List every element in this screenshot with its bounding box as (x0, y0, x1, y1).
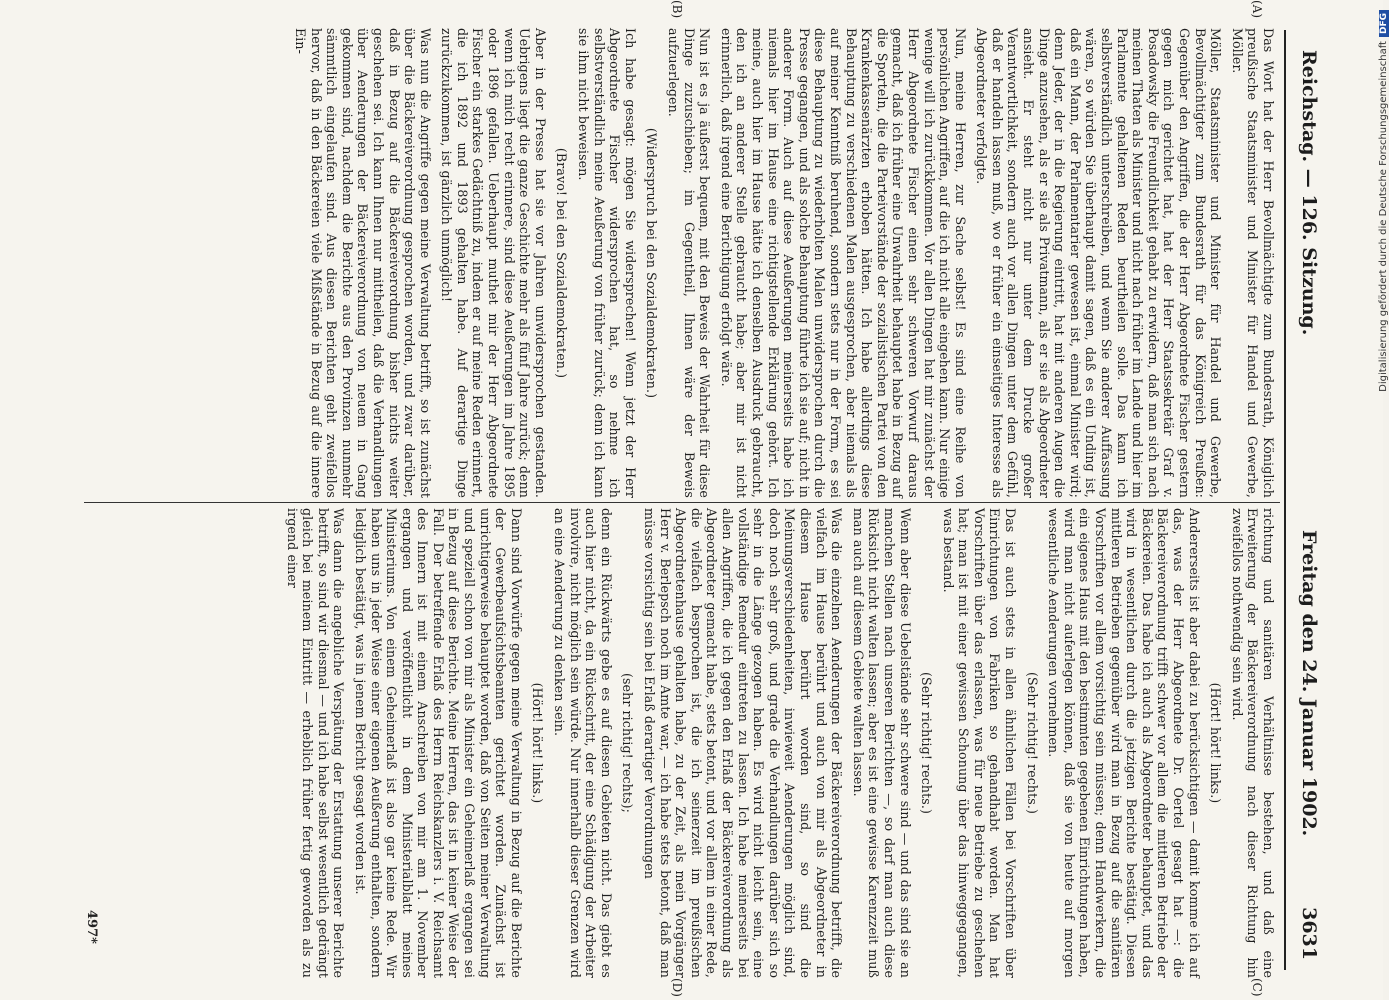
paragraph: Möller, Staatsminister und Minister für Handel und Gewerbe, Bevollmächtigter zum Bundesrath für das Königreich Preußen: Gegenüber den Angriffen, die der Herr Abgeordnete Fischer gestern gegen mich gerichtet hat, hat der Herr Staatssekretär Graf v. Posadowsky die Freundlichkeit gehabt zu erwidern, daß man sich nach meinen Thaten als Minister und nicht nach früher im Lande und hier im Parlamente gehaltenen Reden beurtheilen solle. Das kann ich selbstverständlich unterschreiben, und wenn Sie anderer Auffassung wären, so würden Sie überhaupt damit sagen, daß es ein Unding ist, daß ein Mann, der Parlamentarier gewesen ist, einmal Minister wird; denn Jeder, der in die Regierung eintritt, hat mit anderen Augen die Dinge anzusehen, als er sie als Privatmann, als er sie als Abgeordneter ansieht. Er steht nicht nur unter dem Drucke großer Verantwortlichkeit, sondern auch vor allen Dingen unter dem Gefühl, daß er handeln lassen muß, wo er früher ein einseitiges Interesse als Abgeordneter verfolgte. (974, 28, 1224, 498)
right-column (84, 508, 1276, 978)
side-note (1368, 10, 1389, 990)
margin-mark-c: (C) (1250, 978, 1264, 997)
paragraph: Nun ist es ja äußerst bequem, mit den Beweis der Wahrheit für diese Dinge zuzuschieben; im Gegentheil, Ihnen wäre der Beweis aufzuerlegen. (666, 28, 713, 498)
paragraph: Ich habe gesagt: mögen Sie widersprechen! Wenn jetzt der Herr Abgeordnete Fischer widersprochen hat, so nehme ich selbstverständlich meine Aeußerung von früher zurück; denn ich kann sie ihm nicht beweisen. (576, 28, 638, 498)
paragraph: (Widerspruch bei den Sozialdemokraten.) (644, 127, 660, 399)
paragraph: (sehr richtig! rechts); (620, 672, 636, 813)
paragraph: Was die einzelnen Aenderungen der Bäckereiverordnung betrifft, die vielfach im Hause berührt und auch von mir als Abgeordneter in diesem Hause berührt worden sind, so sind die Meinungsverschiedenheiten, inwieweit Aenderungen möglich sind, doch noch sehr groß, und grade die Verhandlungen darüber sich so sehr in die Länge gezogen haben. Es wird nicht leicht sein, eine vollständige Remedur eintreten zu lassen. Ich habe meinerseits bei allen Angriffen, die ich gegen den Erlaß der Bäckereiverordnung als Abgeordneter gemacht habe, stets betont, und vor allem in einer Rede, die vielfach besprochen ist, die ich seinerzeit im preußischen Abgeordnetenhause gehalten habe, zu der Zeit, als mein Vorgänger Herr v. Berlepsch noch im Amte war, — ich habe stets betont, daß man müsse vorsichtig sein bei Erlaß derartiger Verordnungen (642, 508, 845, 978)
paragraph: Was dann die angebliche Verspätung der Erstattung unserer Berichte betrifft, so sind wir diesmal — und ich habe selbst wesentlich gedrängt gleich bei meinem Eintritt — erheblich früher fertig geworden als zu irgend einer (284, 508, 347, 978)
paragraph: Andererseits ist aber dabei zu berücksichtigen — damit komme ich auf das, was der Herr Abgeordnete Dr. Oertel gesagt hat —: die Bäckereiverordnung trifft schwer vor allem die mittleren Betriebe der Bäckereien. Das habe ich auch als Abgeordneter behauptet, und das wird in wesentlichen durch die jetzigen Berichte bestätigt. Diesen mittleren Betrieben gegenüber wird man in Bezug auf die sanitären Vorschriften vor allem vorsichtig sein müssen; denn Handwerkern, die ein eigenes Haus mit den bestimmten gegebenen Einrichtungen haben, wird man nicht auferlegen können, daß sie von heute auf morgen wesentliche Aenderungen vornehmen. (1046, 508, 1202, 978)
margin-mark-d: (D) (670, 978, 684, 997)
rotated-page-content (64, 0, 1324, 997)
paragraph: (Bravo! bei den Sozialdemokraten.) (554, 147, 570, 379)
margin-mark-b: (B) (670, 0, 684, 19)
paragraph: (Sehr richtig! rechts.) (919, 672, 935, 814)
column-divider (84, 502, 1280, 503)
paragraph: Das ist auch stets in allen ähnlichen Fällen bei Vorschriften über Einrichtungen von Fabriken so gehandhabt worden. Man hat Vorschriften über das erlassen, was für neue Betriebe zu geschehen hat; man ist mit einer gewissen Schonung über das hinweggegangen, was bestand. (940, 508, 1019, 978)
side-note-text (1378, 10, 1389, 990)
paragraph: (Hört! hört! links.) (530, 682, 546, 804)
dfg-logo: DFG (1379, 10, 1389, 37)
dfg-note: Digitalisierung gefördert durch die Deutsche Forschungsgemeinschaft (1378, 41, 1389, 392)
paragraph: Nun, meine Herren, zur Sache selbst! Es sind eine Reihe von persönlichen Angriffen, auf die ich nicht alle eingehen kann. Nur einige wenige will ich zurückkommen. Vor allen Dingen hat mir zunächst der Herr Abgeordnete Fischer einen sehr schweren Vorwurf daraus gemacht, daß ich früher eine Unwahrheit behauptet habe in Bezug auf die Sporteln, die die Parteivorstände der sozialistischen Partei von den Krankenkassenärzten erhoben hätten. Ich habe allerdings diese Behauptung zu verschiedenen Malen ausgesprochen, aber niemals als auf meiner Kenntniß beruhend, sondern stets nur in der Form, es sei diese Behauptung zu wiederholten Malen unwidersprochen durch die Presse gegangen, und als solche Behauptung führte ich sie auf; nicht in anderer Form. Auch auf diese Aeußerungen meinerseits habe ich niemals hier im Hause eine richtigstellende Erklärung gehört. Ich meine, auch hier im Hause hätte ich denselben Ausdruck gebraucht, den ich an anderer Stelle gebraucht habe; aber mir ist nicht erinnerlich, daß irgend eine Berichtigung erfolgt wäre. (718, 28, 968, 498)
header-session: Reichstag. — 126. Sitzung. (1298, 50, 1320, 336)
paragraph: Aber in der Presse hat sie vor Jahren unwidersprochen gestanden. Uebrigens liegt die ganze Geschichte mehr als fünf Jahre zurück; denn wenn ich mich recht erinnere, sind diese Aeußerungen im Jahre 1895 oder 1896 gefallen. Ueberhaupt muthet mir der Herr Abgeordnete Fischer ein starkes Gedächtniß zu, indem er auf meine Reden erinnert, die ich 1892 und 1893 gehalten habe. Auf derartige Dinge zurückzukommen, ist gänzlich unmöglich! (439, 28, 548, 498)
paragraph: Was nun die Angriffe gegen meine Verwaltung betrifft, so ist zunächst über die Bäckereiverordnung gesprochen worden, und zwar darüber, daß in Bezug auf die Bäckereiverordnung bisher nichts weiter geschehen sei. Ich kann Ihnen nur mittheilen, daß die Verhandlungen über Aenderungen der Bäckereiverordnung von neuem in Gang gekommen sind, nachdem die Berichte aus den Provinzen nunmehr sämmtlich eingelaufen sind. Aus diesen Berichten geht zweifellos hervor, daß in den Bäckereien viele Mißstände in Bezug auf die innere Ein- (292, 28, 433, 498)
paragraph: Das Wort hat der Herr Bevollmächtigte zum Bundesrath, Königlich preußische Staatsminister und Minister für Handel und Gewerbe, Möller. (1229, 28, 1276, 498)
page-header (1284, 30, 1324, 970)
paragraph: (Hört! hört! links.) (1208, 682, 1224, 804)
paragraph: richtung und sanitären Verhältnisse bestehen, und daß eine Erweiterung der Bäckereiverordnung nach dieser Richtung hin zweifellos nothwendig sein wird. (1229, 508, 1276, 978)
page-number: 3631 (1298, 907, 1320, 960)
paragraph: Wenn aber diese Uebelstände sehr schwere sind — und das sind sie an manchen Stellen nach unseren Berichten —, so darf man auch diese Rücksicht nicht walten lassen; aber es ist eine gewisse Karenzzeit muß man auch auf diesem Gebiete walten lassen. (850, 508, 913, 978)
margin-mark-a: (A) (1250, 0, 1264, 19)
header-date: Freitag den 24. Januar 1902. (1298, 530, 1320, 837)
paragraph: (Sehr richtig! rechts.) (1024, 672, 1040, 814)
paragraph: Dann sind Vorwürfe gegen meine Verwaltung in Bezug auf die Berichte der Gewerbeaufsichtsbeamten gerichtet worden. Zunächst ist unrichtigerweise behauptet worden, daß von Seiten meiner Verwaltung und speziell schon von mir als Minister ein Geheimerlaß ergangen sei in Bezug auf diese Berichte. Meine Herren, das ist in keiner Weise der Fall. Der betreffende Erlaß des Herrn Reichskanzlers i. V. Reichsamt des Innern ist mit einem Anschreiben von mir am 1. November ergangen und veröffentlicht in dem Ministerialblatt meines Ministeriums. Von einem Geheimerlaß ist also gar keine Rede. Wir haben uns in jeder Weise einer eigenen Aeußerung enthalten, sondern lediglich bestätigt, was in jenem Bericht gesagt worden ist. (352, 508, 524, 978)
left-column (84, 28, 1276, 498)
sheet-signature: 497* (84, 910, 99, 944)
paragraph: denn ein Rückwärts gebe es auf diesen Gebieten nicht. Das giebt es auch hier nicht, da ein Rückschritt, der eine Schädigung der Arbeiter involvire, nicht möglich sein würde. Nur innerhalb dieser Grenzen wird an eine Aenderung zu denken sein. (552, 508, 614, 978)
